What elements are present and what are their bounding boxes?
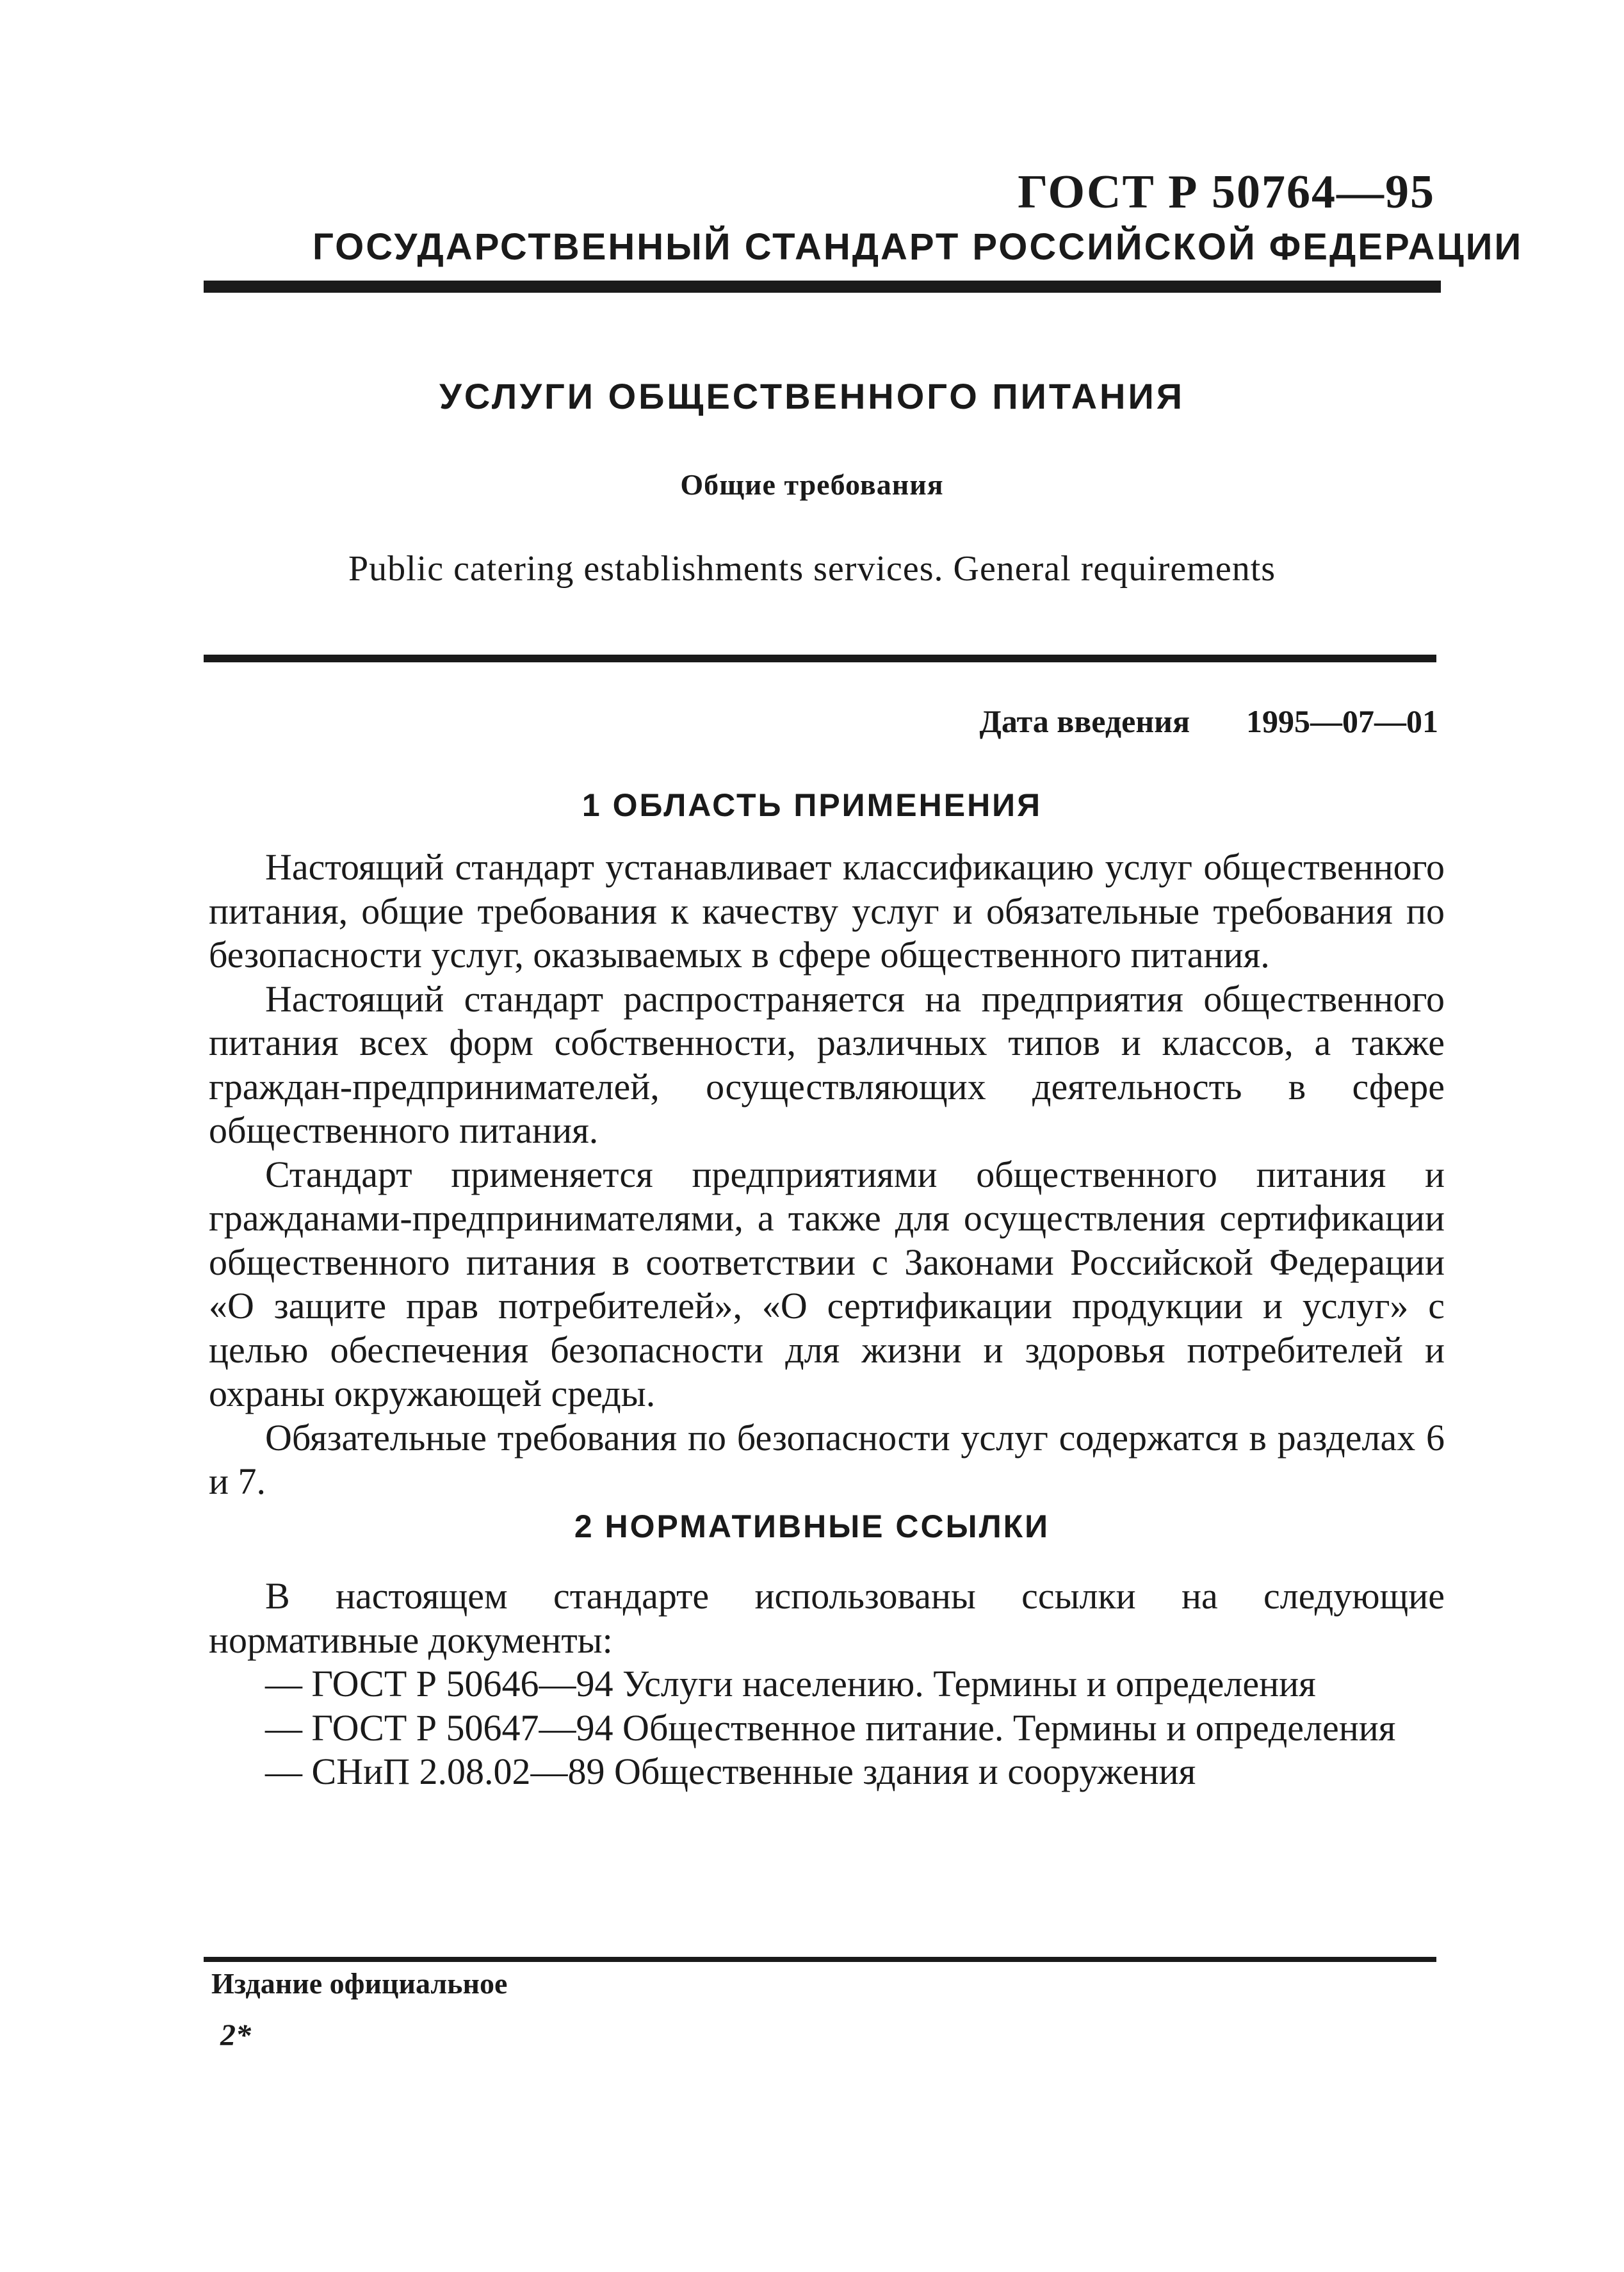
paragraph: Настоящий стандарт устанавливает классификацию услуг общественного питания, общие требования к качеству услуг и обязательные требования по безопасности услуг, оказываемых в сфере общественного питания.: [209, 846, 1445, 976]
header-rule: [204, 281, 1441, 293]
signature-mark: 2*: [220, 2018, 251, 2052]
footer-rule: [204, 1957, 1436, 1962]
section-heading-references: 2 НОРМАТИВНЫЕ ССЫЛКИ: [574, 1508, 1050, 1544]
official-edition-note: Издание официальное: [211, 1967, 508, 2000]
reference-item: — ГОСТ Р 50646—94 Услуги населению. Термины и определения: [265, 1663, 1316, 1704]
paragraph: В настоящем стандарте использованы ссылки на следующие нормативные документы:: [209, 1575, 1445, 1661]
section-body-references: [209, 1574, 1445, 1794]
introduction-date: [980, 703, 1438, 740]
document-english-title: Public catering establishments services. General requirements: [348, 549, 1276, 589]
title-rule: [204, 655, 1436, 662]
paragraph: Обязательные требования по безопасности услуг содержатся в разделах 6 и 7.: [209, 1416, 1445, 1502]
section-body-scope: [209, 846, 1445, 1504]
introduction-date-label: Дата введения: [979, 703, 1190, 739]
reference-item: — СНиП 2.08.02—89 Общественные здания и сооружения: [265, 1751, 1196, 1792]
paragraph: Настоящий стандарт распространяется на предприятия общественного питания всех форм собственности, различных типов и классов, а также граждан-предпринимателей, осуществляющих деятельность в сфере общественного питания.: [209, 977, 1445, 1151]
standard-designation: ГОСТ Р 50764—95: [1018, 166, 1435, 218]
document-title: УСЛУГИ ОБЩЕСТВЕННОГО ПИТАНИЯ: [439, 376, 1185, 416]
paragraph: Стандарт применяется предприятиями общественного питания и гражданами-предпринимателями, а также для осуществления сертификации общественного питания в соответствии с Законами Российской Федерации «О защите прав потребителей», «О сертификации продукции и услуг» с целью обеспечения безопасности для жизни и здоровья потребителей и охраны окружающей среды.: [209, 1153, 1445, 1414]
introduction-date-value: 1995—07—01: [1246, 703, 1438, 739]
document-subtitle: Общие требования: [680, 468, 944, 501]
section-heading-scope: 1 ОБЛАСТЬ ПРИМЕНЕНИЯ: [581, 787, 1043, 823]
reference-item: — ГОСТ Р 50647—94 Общественное питание. Термины и определения: [265, 1706, 1396, 1749]
state-standard-title: ГОСУДАРСТВЕННЫЙ СТАНДАРТ РОССИЙСКОЙ ФЕДЕРАЦИИ: [313, 226, 1523, 268]
